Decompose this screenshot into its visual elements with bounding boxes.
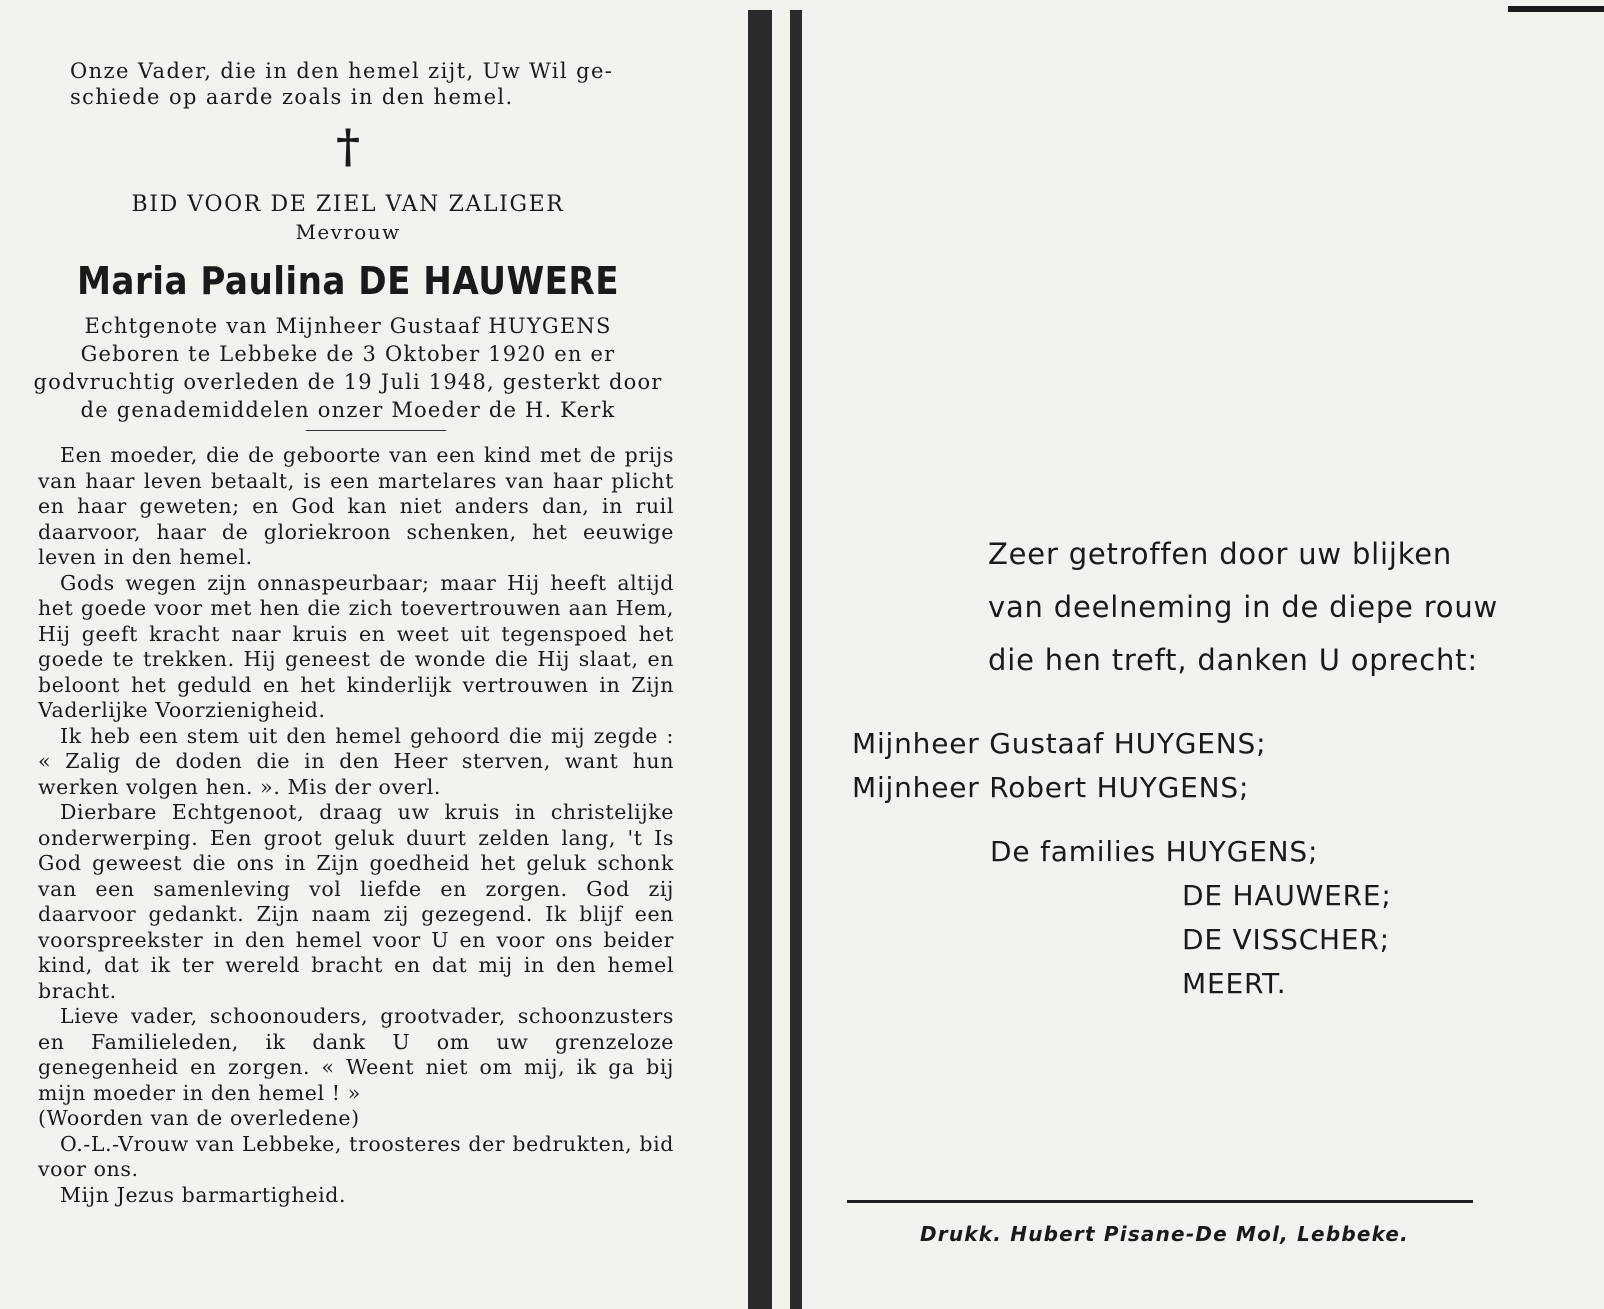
thanks-line: van deelneming in de diepe rouw	[988, 590, 1499, 624]
attribution: (Woorden van de overledene)	[38, 1106, 360, 1130]
family-name: DE VISSCHER;	[1182, 923, 1390, 956]
dates-line: godvruchtig overleden de 19 Juli 1948, gesterkt door	[33, 370, 663, 394]
honorific: Mevrouw	[295, 220, 401, 244]
signer: Mijnheer Gustaaf HUYGENS;	[852, 727, 1267, 760]
family-name: HUYGENS;	[1165, 835, 1319, 868]
thanks-line: die hen treft, danken U oprecht:	[988, 643, 1478, 677]
card-fold-crease	[772, 0, 790, 1309]
spouse-line: Echtgenote van Mijnheer Gustaaf HUYGENS	[84, 314, 612, 338]
printer-imprint: Drukk. Hubert Pisane-De Mol, Lebbeke.	[920, 1222, 1409, 1246]
bottom-rule	[847, 1200, 1473, 1203]
paragraph: Gods wegen zijn onnaspeurbaar; maar Hij heeft altijd het goede voor met hen die zich toevertrouwen aan Hem, Hij geeft kracht naar kruis en weet uit tegenspoed het goede te trekken. Hij geneest de wonde die Hij slaat, en beloont het geduld en het kinderlijk vertrouwen in Zijn Vaderlijke Voorzienigheid.	[38, 570, 674, 722]
right-page	[800, 0, 1604, 1309]
family-name: DE HAUWERE;	[1182, 879, 1392, 912]
dates-line: de genademiddelen onzer Moeder de H. Kerk	[80, 398, 616, 422]
divider	[306, 430, 446, 431]
family-name: MEERT.	[1182, 967, 1287, 1000]
dates-line: Geboren te Lebbeke de 3 Oktober 1920 en er	[80, 342, 616, 366]
closing-prayer: O.-L.-Vrouw van Lebbeke, troosteres der bedrukten, bid voor ons.	[38, 1131, 674, 1181]
paragraph: Lieve vader, schoonouders, grootvader, schoonzusters en Familieleden, ik dank U om uw grenzeloze genegenheid en zorgen. « Weent niet om mij, ik ga bij mijn moeder in den hemel ! »	[38, 1004, 674, 1105]
left-page	[18, 38, 678, 1288]
prayer-line: Onze Vader, die in den hemel zijt, Uw Wil ge-	[70, 59, 614, 83]
cross-icon: †	[335, 119, 361, 173]
thanks-text	[988, 528, 1508, 687]
prayer-heading: BID VOOR DE ZIEL VAN ZALIGER	[131, 192, 565, 217]
paragraph: Dierbare Echtgenoot, draag uw kruis in christelijke onderwerping. Een groot geluk duurt zelden lang, 't Is God geweest die ons in Zijn goedheid het geluk schonk van een samenleving vol liefde en zorgen. God zij daarvoor gedankt. Zijn naam zij gezegend. Ik blijf een voorspreekster in den hemel voor U en voor ons beider kind, dat ik ter wereld bracht en dat mij in den hemel bracht.	[38, 800, 674, 1003]
thanks-line: Zeer getroffen door uw blijken	[988, 537, 1453, 571]
prayer-line: schiede op aarde zoals in den hemel.	[70, 85, 514, 109]
memorial-text	[18, 443, 678, 1208]
signers	[852, 722, 1266, 810]
prayer-quote	[18, 58, 678, 110]
paragraph: Ik heb een stem uit den hemel gehoord die mij zegde : « Zalig de doden die in den Heer sterven, want hun werken volgen hen. ». Mis der overl.	[38, 723, 674, 799]
families-list	[990, 830, 1392, 1006]
signer: Mijnheer Robert HUYGENS;	[852, 771, 1250, 804]
paragraph: Een moeder, die de geboorte van een kind met de prijs van haar leven betaalt, is een martelares van haar plicht en haar geweten; en God kan niet anders dan, in ruil daarvoor, haar de gloriekroon schenken, het eeuwige leven in den hemel.	[38, 443, 674, 569]
closing-prayer: Mijn Jezus barmartigheid.	[60, 1182, 347, 1207]
deceased-name: Maria Paulina DE HAUWERE	[76, 259, 620, 303]
families-intro: De families	[990, 835, 1156, 868]
